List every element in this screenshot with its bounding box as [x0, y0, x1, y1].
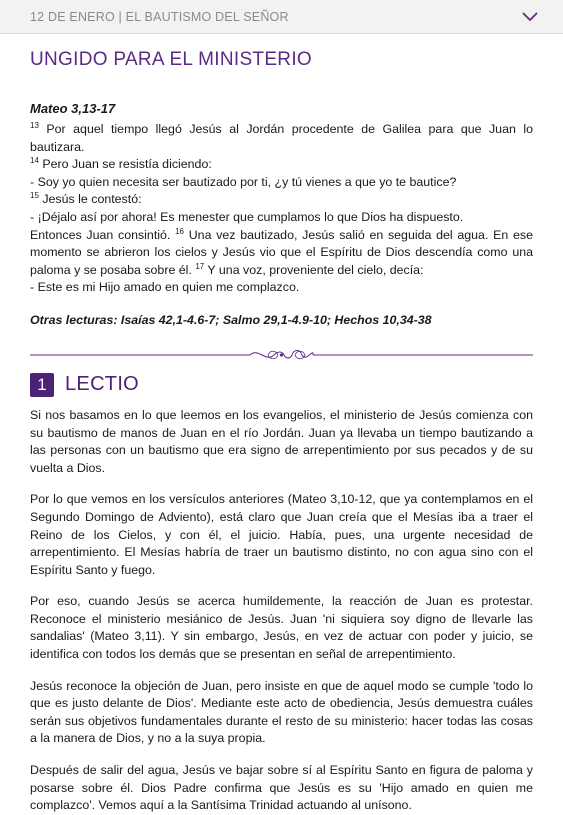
verse-number: 13 [30, 120, 39, 130]
lectio-paragraph: Por eso, cuando Jesús se acerca humildemente, la reacción de Juan es protestar. Reconoce el ministerio mesiánico de Jesús. Juan 'ni siquiera soy digno de llevarle las sandalias' (Mateo 3,11). Y sin embargo, Jesús, en vez de actuar con poder y juicio, se identifica con todos los demás que se presentan en señal de arrepentimiento. [30, 594, 533, 662]
lectio-title: LECTIO [65, 373, 140, 396]
lectio-body [30, 407, 533, 815]
section-title: UNGIDO PARA EL MINISTERIO [30, 49, 312, 70]
lectio-paragraph: Después de salir del agua, Jesús ve bajar sobre sí al Espíritu Santo en figura de paloma y posarse sobre él. Dios Padre confirma que Jesús es su 'Hijo amado en quien me complazco'. Vemos aquí a la Santísima Trinidad actuando al unísono. [30, 763, 533, 813]
gospel-text [30, 121, 533, 297]
verse-text: Y una voz, proveniente del cielo, decía: [204, 262, 424, 277]
ornamental-divider [30, 343, 533, 367]
ornament-icon [30, 343, 533, 367]
lectio-paragraph: Por lo que vemos en los versículos anteriores (Mateo 3,10-12, que ya contemplamos en el Segundo Domingo de Adviento), está claro que Juan creía que el Mesías iba a traer el Reino de los Cielos, y con él, el juicio. Había, pues, una urgente necesidad de arrepentimiento. El Mesías habría de traer un bautismo distinto, no con agua sino con el Espíritu Santo y fuego. [30, 492, 533, 577]
gospel-line [30, 191, 533, 209]
gospel-line [30, 121, 533, 156]
verse-number: 17 [195, 261, 205, 271]
verse-number: 15 [30, 191, 39, 201]
lectio-header [30, 373, 533, 397]
verse-text: Por aquel tiempo llegó Jesús al Jordán procedente de Galilea para que Juan lo bautizara. [30, 122, 533, 154]
lectio-paragraph: Jesús reconoce la objeción de Juan, pero insiste en que de aquel modo se cumple 'todo lo que es justo delante de Dios'. Mediante este acto de obediencia, Jesús demuestra cuáles serán sus objetivos fundamentales durante el resto de su ministerio: hacer todas las cosas a la manera de Dios, y no a la suya propia. [30, 678, 533, 746]
section-number-badge: 1 [30, 373, 54, 397]
gospel-line: - Soy yo quien necesita ser bautizado por ti, ¿y tú vienes a que yo te bautice? [30, 174, 457, 189]
gospel-line: - ¡Déjalo así por ahora! Es menester que cumplamos lo que Dios ha dispuesto. [30, 209, 464, 224]
verse-text: Jesús le contestó: [38, 192, 142, 207]
content-area [0, 49, 563, 815]
verse-text: Entonces Juan consintió. [30, 227, 176, 242]
gospel-reference: Mateo 3,13-17 [30, 101, 116, 116]
top-bar [0, 0, 563, 34]
verse-number: 14 [30, 156, 39, 166]
other-readings: Otras lecturas: Isaías 42,1-4.6-7; Salmo 29,1-4.9-10; Hechos 10,34-38 [30, 312, 432, 327]
header-title: 12 DE ENERO | EL BAUTISMO DEL SEÑOR [30, 9, 289, 24]
lectio-paragraph: Si nos basamos en lo que leemos en los evangelios, el ministerio de Jesús comienza con su bautismo de manos de Juan en el río Jordán. Juan ya llevaba un tiempo bautizando a las personas con un bautismo que era signo de arrepentimiento por sus pecados y de su vuelta a Dios. [30, 407, 533, 475]
verse-text: Una vez bautizado, Jesús salió en seguida del agua. En ese momento se abrieron los cielos y Jesús vio que el Espíritu de Dios descendía como una paloma y se posaba sobre él. [30, 227, 533, 277]
gospel-line [30, 156, 533, 174]
verse-number: 16 [175, 226, 184, 236]
gospel-line: - Este es mi Hijo amado en quien me complazco. [30, 280, 300, 295]
verse-text: Pero Juan se resistía diciendo: [38, 157, 212, 172]
chevron-down-icon[interactable] [519, 9, 541, 25]
gospel-line [30, 227, 533, 280]
